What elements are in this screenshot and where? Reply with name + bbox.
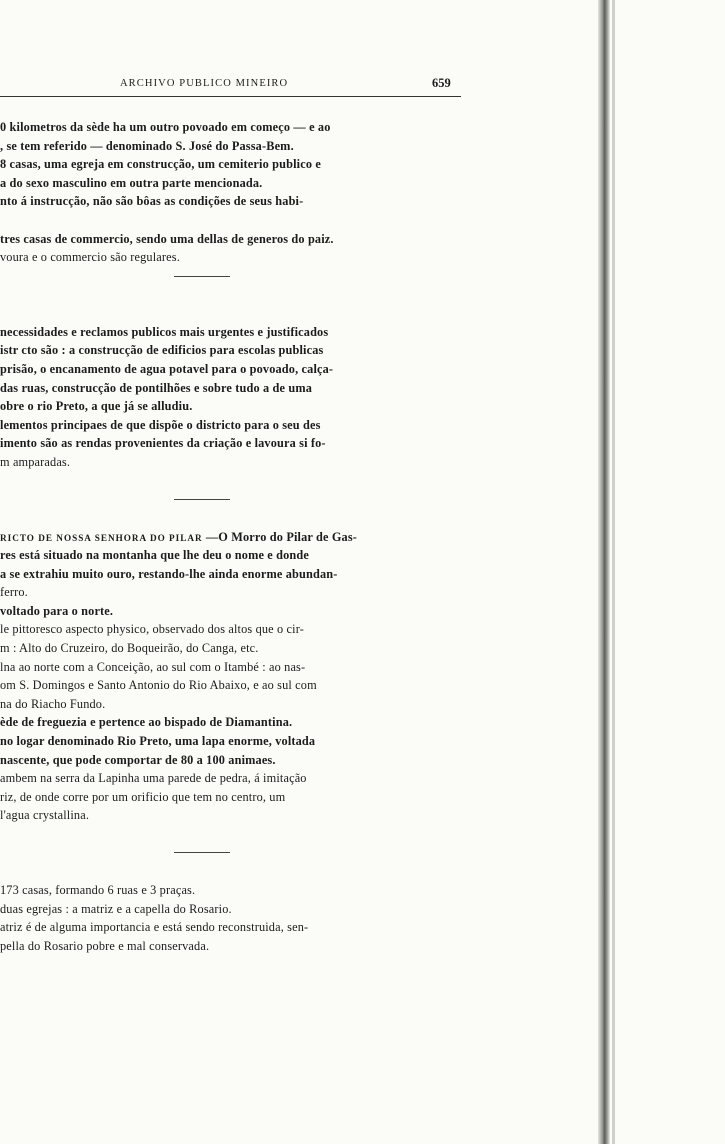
text-line: m : Alto do Cruzeiro, do Boqueirão, do Canga, etc. xyxy=(0,641,259,656)
text-line: duas egrejas : a matriz e a capella do Rosario. xyxy=(0,901,232,916)
section-lead-line xyxy=(0,528,462,547)
text-line: l'agua crystallina. xyxy=(0,808,90,823)
text-line: riz, de onde corre por um orificio que tem no centro, um xyxy=(0,789,286,804)
text-line: nascente, que pode comportar de 80 a 100 animaes. xyxy=(0,752,276,767)
lead-text: —O Morro do Pilar de Gas- xyxy=(202,529,358,544)
header-rule xyxy=(0,96,461,97)
text-line: necessidades e reclamos publicos mais urgentes e justificados xyxy=(0,324,329,339)
text-line: voltado para o norte. xyxy=(0,603,114,618)
blank-line xyxy=(0,211,462,230)
text-line: res está situado na montanha que lhe deu o nome e donde xyxy=(0,548,309,563)
text-line: 8 casas, uma egreja em construcção, um cemiterio publico e xyxy=(0,157,321,172)
district-heading: RICTO DE NOSSA SENHORA DO PILAR xyxy=(0,532,203,543)
text-line: le pittoresco aspecto physico, observado dos altos que o cir- xyxy=(0,622,304,637)
page-body xyxy=(0,118,462,955)
text-line: m amparadas. xyxy=(0,454,71,469)
text-line: nto á instrucção, não são bôas as condições de seus habi- xyxy=(0,194,304,209)
section-divider xyxy=(0,490,462,510)
text-line: na do Riacho Fundo. xyxy=(0,696,106,711)
running-head: ARCHIVO PUBLICO MINEIRO xyxy=(120,78,289,89)
section-divider xyxy=(0,843,462,863)
text-line: vour​a e o commercio são regulares. xyxy=(0,250,180,265)
text-line: lna ao norte com a Conceição, ao sul com o Itambé : ao nas- xyxy=(0,659,306,674)
page-number: 659 xyxy=(432,76,451,90)
section-divider xyxy=(0,267,462,287)
text-line: istr cto são : a construcção de edificios para escolas publicas xyxy=(0,343,324,358)
text-line: 0 kilometros da sède ha um outro povoado em começo — e ao xyxy=(0,120,331,134)
text-line: no logar denominado Rio Preto, uma lapa enorme, voltada xyxy=(0,734,316,749)
text-line: om S. Domingos e Santo Antonio do Rio Abaixo, e ao sul com xyxy=(0,678,317,693)
page-header xyxy=(0,76,470,96)
book-binding-shadow xyxy=(612,0,615,1144)
book-binding-edge xyxy=(598,0,610,1144)
text-line: imento são as rendas provenientes da criação e lavoura si fo- xyxy=(0,436,326,451)
text-line: 173 casas, formando 6 ruas e 3 praças. xyxy=(0,883,196,897)
text-line: das ruas, construcção de pontilhões e sobre tudo a de uma xyxy=(0,380,313,395)
text-line: ède de freguezia e pertence ao bispado de Diamantina. xyxy=(0,715,293,730)
text-line: ferro. xyxy=(0,585,28,600)
text-line: atriz é de alguma importancia e está sendo reconstruida, sen- xyxy=(0,920,309,935)
text-line: , se tem referido — denominado S. José do Passa-Bem. xyxy=(0,138,294,153)
text-line: obre o rio Preto, a que já se alludiu. xyxy=(0,399,193,414)
text-line: pella do Rosario pobre e mal conservada. xyxy=(0,938,210,953)
text-line: tres casas de commercio, sendo uma dellas de generos do paiz. xyxy=(0,231,334,246)
text-line: lementos principaes de que dispõe o districto para o seu des xyxy=(0,417,321,432)
text-line: prisão, o encanamento de agua potavel para o povoado, calça- xyxy=(0,361,334,376)
text-line: a do sexo masculino em outra parte mencionada. xyxy=(0,175,263,190)
text-line: a se extrahiu muito ouro, restando-lhe ainda enorme abundan- xyxy=(0,566,338,581)
text-line: ambem na serra da Lapinha uma parede de pedra, á imitação xyxy=(0,771,307,786)
